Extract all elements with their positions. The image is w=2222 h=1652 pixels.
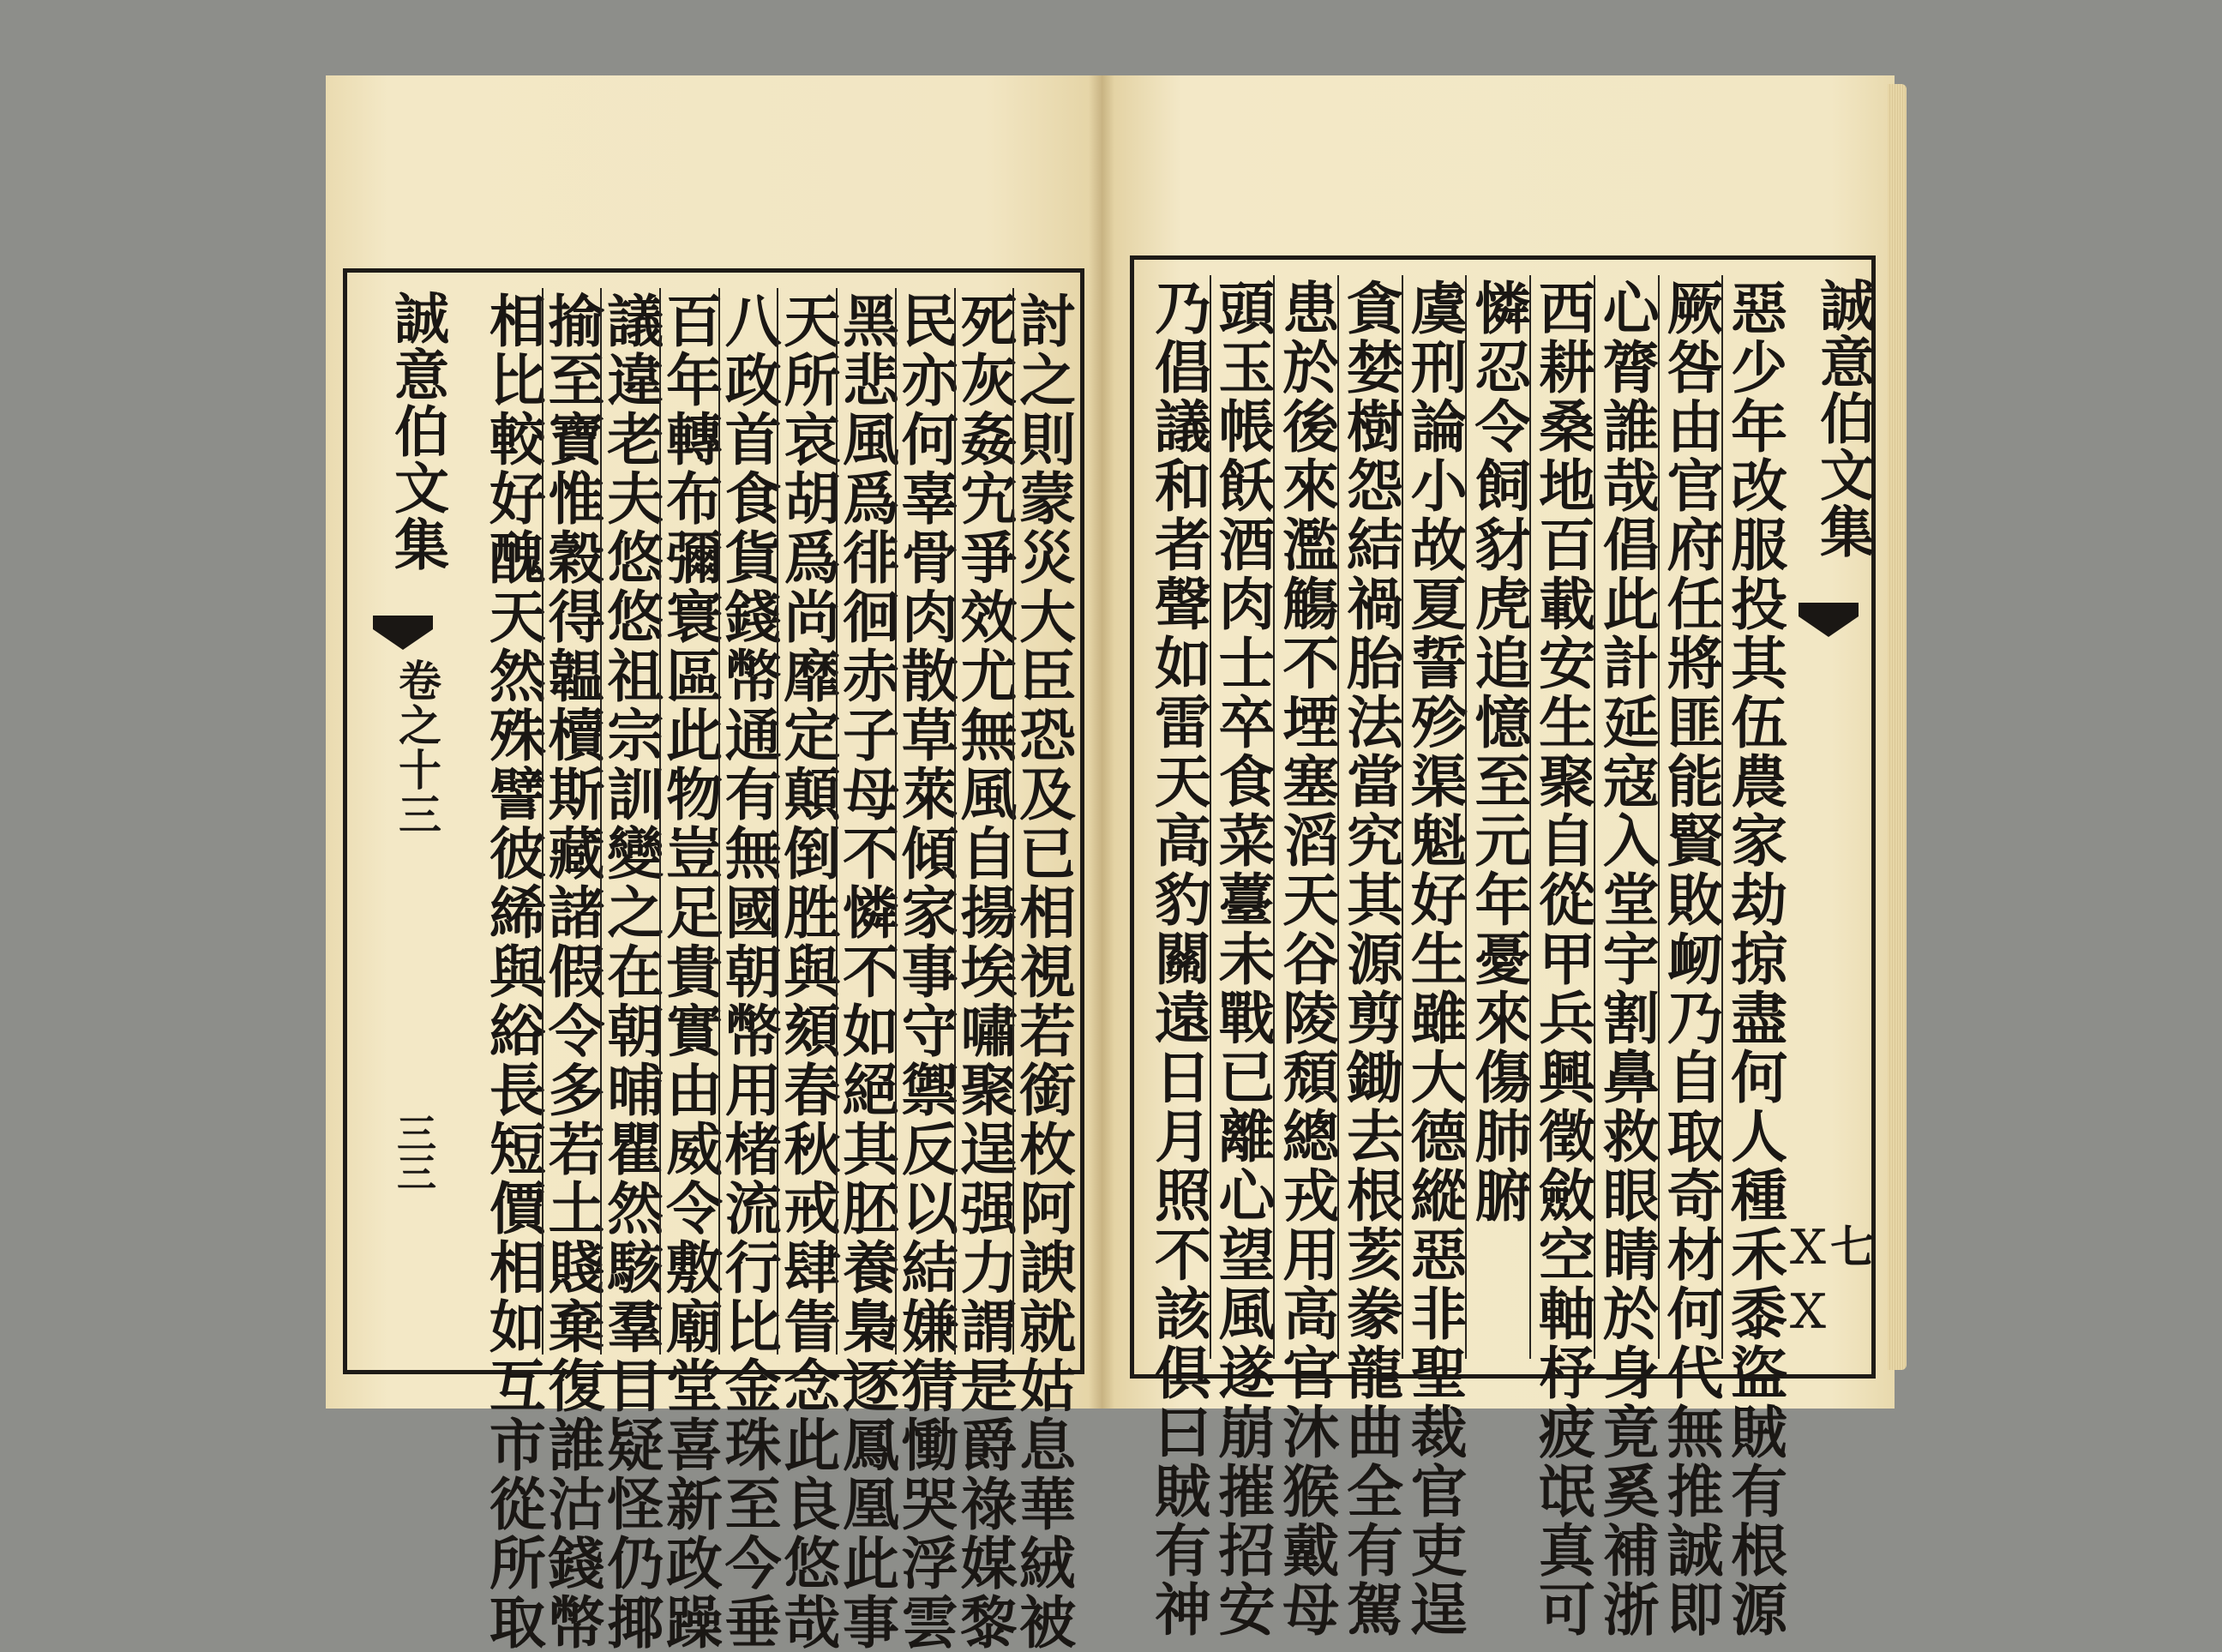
banner-mark: Ｘ七Ｘ	[1786, 1222, 1876, 1338]
text-column: 乃倡議和者聲如雷天高豹關遠日月照不該俱曰賊有神	[1144, 279, 1212, 1639]
left-banderole	[360, 273, 463, 1370]
text-column: 患於後來濫觴不堙塞滔天谷陵頹總戎用高官沐猴戴母	[1273, 275, 1337, 1359]
left-page	[326, 75, 1102, 1652]
text-column: 揄至寶惟穀得韞櫝斯藏諸假令多若土賤棄復誰沽錢幣	[542, 288, 601, 1355]
text-column: 貪婪樹怨結禍胎法當究其源剪鋤去根荄豢龍曲全有駕	[1337, 275, 1402, 1359]
right-text-columns	[1144, 275, 1788, 1639]
page-edges	[1888, 84, 1907, 1370]
right-text-frame	[1130, 255, 1876, 1639]
right-banderole	[1786, 260, 1880, 1374]
text-column: 百年轉布彌寰區此物豈足貴實由威令敷廟堂喜新政躁	[659, 288, 718, 1355]
banner-folio: 三三	[391, 1113, 437, 1192]
fish-tail-ornament-icon	[1799, 603, 1859, 637]
book-gutter	[1089, 75, 1114, 1409]
text-column: 黑悲風爲徘徊赤子母不憐不如絕其胚養梟逐鳳凰此事	[836, 288, 895, 1355]
text-column: 憐忍令飼豺虎追憶至元年憂來傷肺腑	[1465, 275, 1529, 1359]
text-column: 八政首食貨錢幣通有無國朝幣用楮流行比金珠至今垂	[718, 288, 778, 1355]
text-column: 議違老夫悠悠祖宗訓變之在朝晡瞿然駭羣目疑怪仍揶	[600, 288, 659, 1355]
left-text-columns	[479, 288, 1077, 1652]
left-text-frame	[343, 268, 1084, 1652]
open-book	[326, 75, 1895, 1652]
text-column: 死灰姦宄爭效尤無風自揚埃嘯聚逞强力謂是爵祿媒黎	[954, 288, 1013, 1355]
text-column: 天所哀胡爲尚靡定顛倒胜與頦春秋戒肆眚念此良悠哉	[777, 288, 836, 1355]
banner-volume: 卷之十三	[392, 658, 442, 837]
text-column: 厥咎由官府任將匪能賢敗衂乃自取奇材何代無推誠即	[1658, 275, 1722, 1359]
banner-title: 誠意伯文集	[385, 290, 449, 573]
text-column: 相比較好醜天然殊譬彼絺與綌長短價相如互市從所取	[479, 291, 547, 1652]
text-column: 民亦何辜骨肉散草萊傾家事守禦反以結嫌猜慟哭浮雲	[895, 288, 954, 1355]
fish-tail-ornament-icon	[373, 616, 433, 650]
text-column: 心膂誰哉倡此計延寇入堂宇割鼻救眼睛於身竟奚補浙	[1594, 275, 1658, 1359]
text-column: 西耕桑地百載安生聚自從甲兵興徵斂空軸杼疲氓真可	[1529, 275, 1594, 1359]
banner-title: 誠意伯文集	[1811, 277, 1875, 560]
text-column: 惡少年改服投其伍農家劫掠盡何人種禾黍盜賊有根源	[1721, 275, 1786, 1359]
text-column: 頭玉帳飫酒肉士卒食菜薹未戰已離心望風遂崩摧招安	[1210, 275, 1274, 1359]
text-column: 虞刑論小故夏誓殄渠魁好生雖大德縱惡非聖裁官吏逞	[1402, 275, 1466, 1359]
text-column: 討之則蒙災大臣恐及已相視若銜枚阿諛就姑息華絨被	[1012, 288, 1072, 1355]
